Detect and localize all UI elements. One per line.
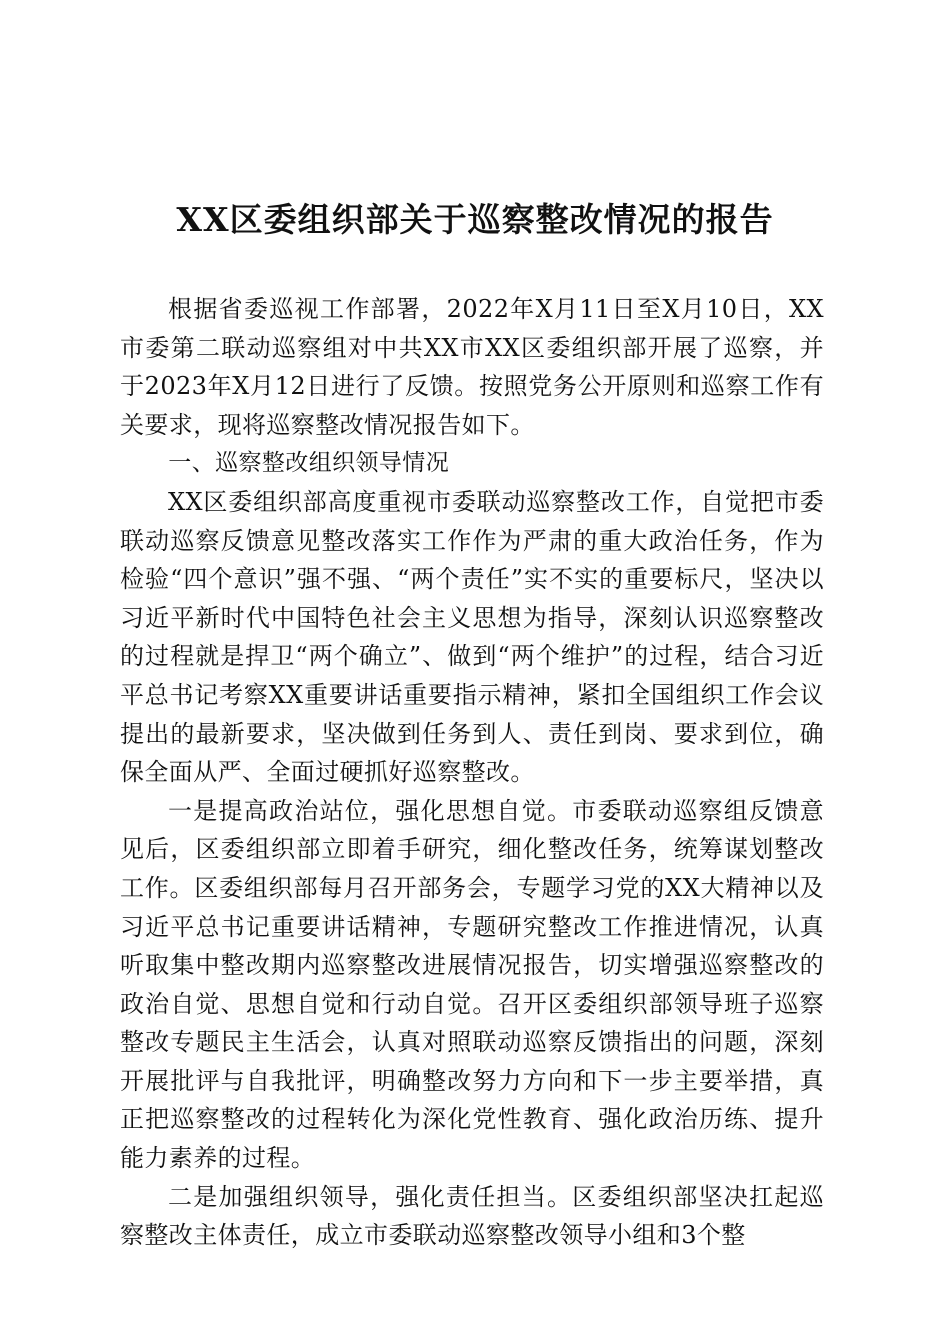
section-heading: 一、巡察整改组织领导情况: [168, 450, 450, 477]
body-paragraph: 一是提高政治站位，强化思想自觉。市委联动巡察组反馈意见后，区委组织部立即着手研究，细化整改任务，统筹谋划整改工作。区委组织部每月召开部务会，专题学习党的XX大精神以及习近平总书记重要讲话精神，专题研究整改工作推进情况，认真听取集中整改期内巡察整改进展情况报告，切实增强巡察整改的政治自觉、思想自觉和行动自觉。召开区委组织部领导班子巡察整改专题民主生活会，认真对照联动巡察反馈指出的问题，深刻开展批评与自我批评，明确整改努力方向和下一步主要举措，真正把巡察整改的过程转化为深化党性教育、强化政治历练、提升能力素养的过程。: [120, 796, 824, 1173]
document-title: XX区委组织部关于巡察整改情况的报告: [176, 200, 774, 239]
document-body: [120, 290, 824, 1255]
body-paragraph: XX区委组织部高度重视市委联动巡察整改工作，自觉把市委联动巡察反馈意见整改落实工作作为严肃的重大政治任务，作为检验“四个意识”强不强、“两个责任”实不实的重要标尺，坚决以习近平新时代中国特色社会主义思想为指导，深刻认识巡察整改的过程就是捍卫“两个确立”、做到“两个维护”的过程，结合习近平总书记考察XX重要讲话重要指示精神，紧扣全国组织工作会议提出的最新要求，坚决做到任务到人、责任到岗、要求到位，确保全面从严、全面过硬抓好巡察整改。: [120, 487, 824, 787]
body-paragraph: 二是加强组织领导，强化责任担当。区委组织部坚决扛起巡察整改主体责任，成立市委联动巡察整改领导小组和3个整: [120, 1182, 824, 1250]
intro-paragraph: 根据省委巡视工作部署，2022年X月11日至X月10日，XX市委第二联动巡察组对中共XX市XX区委组织部开展了巡察，并于2023年X月12日进行了反馈。按照党务公开原则和巡察工作有关要求，现将巡察整改情况报告如下。: [120, 295, 824, 439]
